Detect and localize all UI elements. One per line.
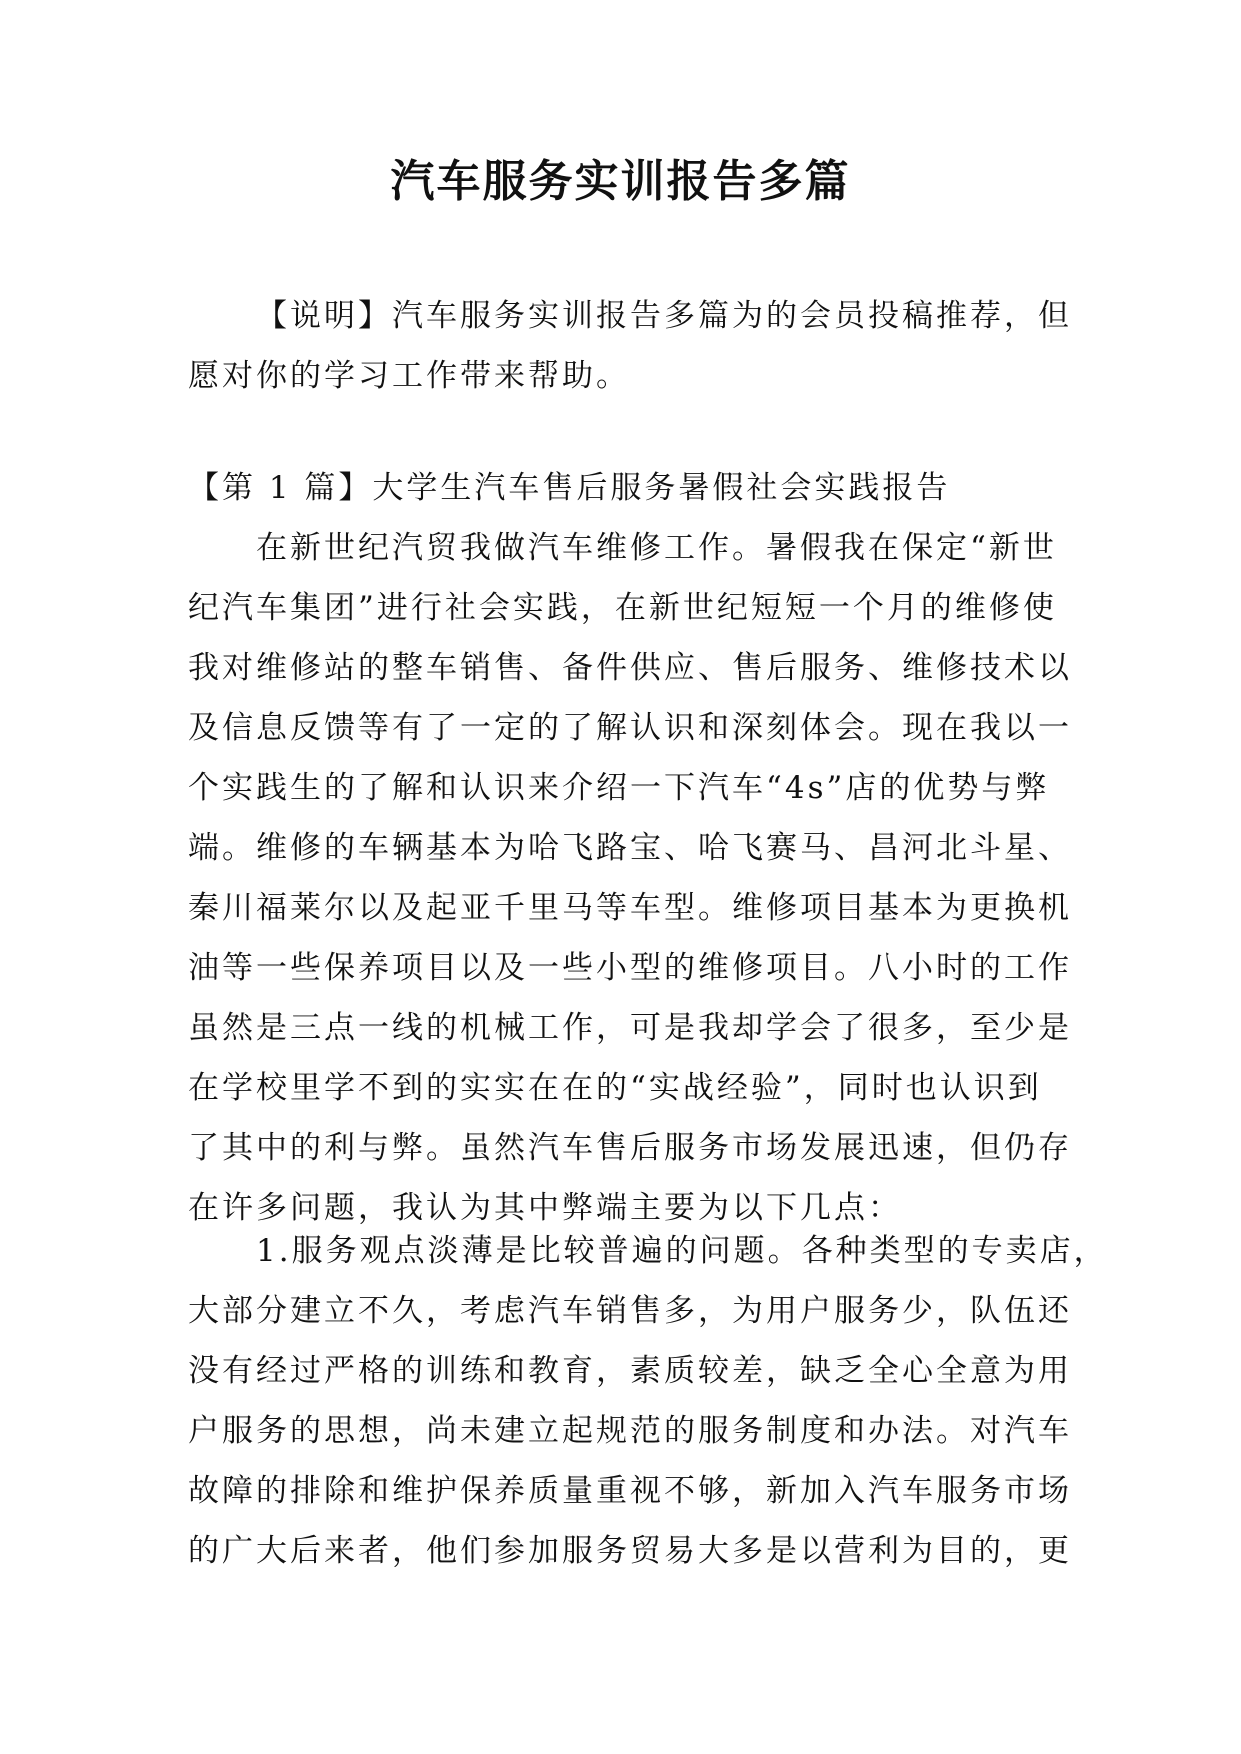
document-title: 汽车服务实训报告多篇 — [390, 156, 851, 207]
paragraph-line: 1.服务观点淡薄是比较普遍的问题。各种类型的专卖店， — [256, 1233, 1108, 1269]
paragraph-line: 没有经过严格的训练和教育，素质较差，缺乏全心全意为用 — [188, 1353, 1072, 1389]
description-line: 【说明】汽车服务实训报告多篇为的会员投稿推荐，但 — [256, 298, 1072, 334]
paragraph-line: 个实践生的了解和认识来介绍一下汽车“4s”店的优势与弊 — [188, 770, 1050, 806]
paragraph-line: 秦川福莱尔以及起亚千里马等车型。维修项目基本为更换机 — [188, 890, 1072, 926]
description-line: 愿对你的学习工作带来帮助。 — [188, 358, 630, 394]
paragraph-line: 我对维修站的整车销售、备件供应、售后服务、维修技术以 — [188, 650, 1072, 686]
paragraph-line: 在许多问题，我认为其中弊端主要为以下几点： — [188, 1190, 902, 1226]
paragraph-2 — [188, 1221, 1108, 1581]
description-block — [188, 286, 1072, 406]
paragraph-line: 大部分建立不久，考虑汽车销售多，为用户服务少，队伍还 — [188, 1293, 1072, 1329]
paragraph-line: 了其中的利与弊。虽然汽车售后服务市场发展迅速，但仍存 — [188, 1130, 1072, 1166]
paragraph-line: 及信息反馈等有了一定的了解认识和深刻体会。现在我以一 — [188, 710, 1072, 746]
paragraph-line: 故障的排除和维护保养质量重视不够，新加入汽车服务市场 — [188, 1473, 1072, 1509]
paragraph-line: 在新世纪汽贸我做汽车维修工作。暑假我在保定“新世 — [256, 530, 1057, 566]
paragraph-line: 在学校里学不到的实实在在的“实战经验”，同时也认识到 — [188, 1070, 1042, 1106]
paragraph-line: 纪汽车集团”进行社会实践，在新世纪短短一个月的维修使 — [188, 590, 1057, 626]
paragraph-line: 油等一些保养项目以及一些小型的维修项目。八小时的工作 — [188, 950, 1072, 986]
section-heading — [188, 458, 1068, 518]
paragraph-line: 的广大后来者，他们参加服务贸易大多是以营利为目的，更 — [188, 1533, 1072, 1569]
paragraph-1 — [188, 518, 1072, 1238]
paragraph-line: 端。维修的车辆基本为哈飞路宝、哈飞赛马、昌河北斗星、 — [188, 830, 1072, 866]
paragraph-line: 虽然是三点一线的机械工作，可是我却学会了很多，至少是 — [188, 1010, 1072, 1046]
section-heading-text: 【第 1 篇】大学生汽车售后服务暑假社会实践报告 — [188, 470, 951, 506]
paragraph-line: 户服务的思想，尚未建立起规范的服务制度和办法。对汽车 — [188, 1413, 1072, 1449]
